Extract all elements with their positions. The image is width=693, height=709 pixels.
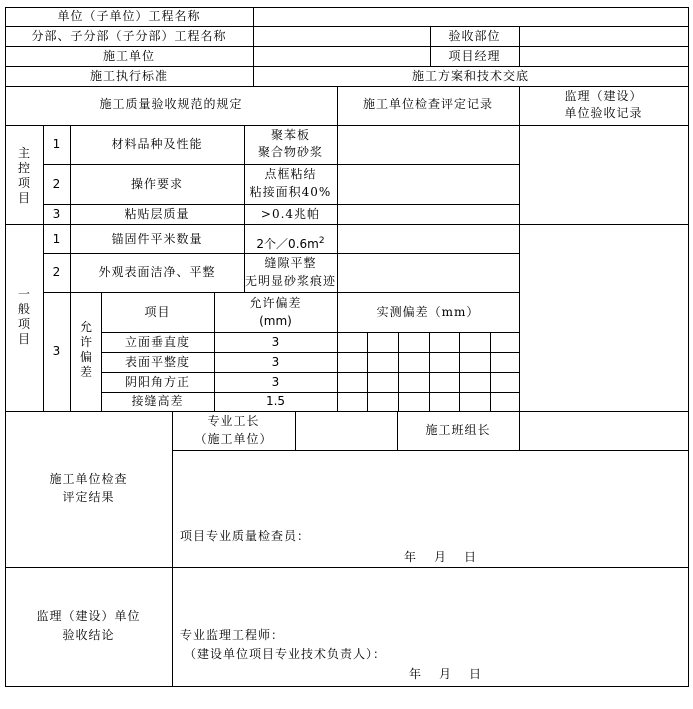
tolerance-row-value: 3 [271, 375, 280, 389]
foreman-label-l1: 专业工长 [207, 414, 260, 428]
main-item-1-req-l1: 聚苯板 [270, 128, 310, 142]
sub-project-name-label: 分部、子分部（子分部）工程名称 [31, 29, 227, 43]
main-item-1-name: 材料品种及性能 [111, 137, 203, 151]
tolerance-no: 3 [52, 344, 61, 358]
contractor-result-label-l1: 施工单位检查 [49, 472, 128, 486]
contractor-record-header: 施工单位检查评定记录 [362, 97, 493, 111]
spec-header: 施工质量验收规范的规定 [99, 97, 243, 111]
tolerance-allowed-header-l2: (mm) [259, 314, 292, 328]
tolerance-row-name: 表面平整度 [124, 355, 190, 369]
tolerance-group-label: 允许偏差 [79, 320, 92, 379]
tolerance-row-value: 3 [271, 355, 280, 369]
general-item-2-req-l1: 缝隙平整 [264, 256, 317, 270]
supervisor-record-header-l1: 监理（建设） [564, 89, 643, 103]
anchor-density-value: 2个／0.6m [256, 237, 319, 251]
anchor-density-superscript: 2 [318, 236, 325, 246]
general-item-2-req-l2: 无明显砂浆痕迹 [244, 274, 336, 288]
main-item-2-name: 操作要求 [130, 177, 183, 191]
foreman-label-l2: （施工单位） [194, 432, 273, 446]
tolerance-allowed-header-l1: 允许偏差 [249, 296, 302, 310]
construction-plan-label: 施工方案和技术交底 [411, 69, 529, 83]
main-control-group-label: 主控项目 [17, 146, 30, 205]
inspection-date-label: 年 月 日 [404, 550, 480, 564]
tolerance-row-value: 1.5 [265, 394, 286, 408]
main-item-1-req-l2: 聚合物砂浆 [257, 145, 323, 159]
conclusion-date-label: 年 月 日 [409, 667, 485, 681]
supervisor-record-header-l2: 单位验收记录 [564, 106, 643, 120]
tolerance-row-value: 3 [271, 335, 280, 349]
tolerance-row-name: 接缝高差 [131, 394, 184, 408]
execution-standard-label: 施工执行标准 [89, 69, 168, 83]
construction-unit-label: 施工单位 [102, 49, 155, 63]
supervisor-conclusion-label-l1: 监理（建设）单位 [36, 609, 141, 623]
main-item-3-name: 粘贴层质量 [124, 207, 190, 221]
main-item-2-req-l1: 点框粘结 [264, 167, 317, 181]
unit-project-name-label: 单位（子单位）工程名称 [57, 9, 201, 23]
main-item-2-no: 2 [52, 177, 61, 191]
contractor-result-label-l2: 评定结果 [62, 490, 115, 504]
tolerance-row-name: 阴阳角方正 [124, 375, 190, 389]
general-item-1-req [244, 234, 337, 252]
general-item-2-name: 外观表面洁净、平整 [98, 265, 216, 279]
main-item-3-req: >0.4兆帕 [260, 207, 321, 221]
quality-inspector-label: 项目专业质量检查员： [180, 529, 311, 543]
tolerance-row-name: 立面垂直度 [124, 335, 190, 349]
general-item-1-name: 锚固件平米数量 [111, 232, 203, 246]
general-item-2-no: 2 [52, 265, 61, 279]
project-manager-label: 项目经理 [448, 49, 501, 63]
general-group-label: 一般项目 [17, 287, 30, 346]
main-item-3-no: 3 [52, 207, 61, 221]
tolerance-item-header: 项目 [144, 305, 171, 319]
supervising-engineer-label: 专业监理工程师： [180, 628, 285, 642]
main-item-1-no: 1 [52, 137, 61, 151]
acceptance-part-label: 验收部位 [448, 29, 501, 43]
team-leader-label: 施工班组长 [425, 423, 491, 437]
supervisor-conclusion-label-l2: 验收结论 [62, 628, 115, 642]
tolerance-measured-header: 实测偏差（mm） [376, 305, 480, 319]
main-item-2-req-l2: 粘接面积40% [249, 185, 332, 199]
owner-tech-lead-label: （建设单位项目专业技术负责人）： [184, 647, 387, 661]
general-item-1-no: 1 [52, 232, 61, 246]
